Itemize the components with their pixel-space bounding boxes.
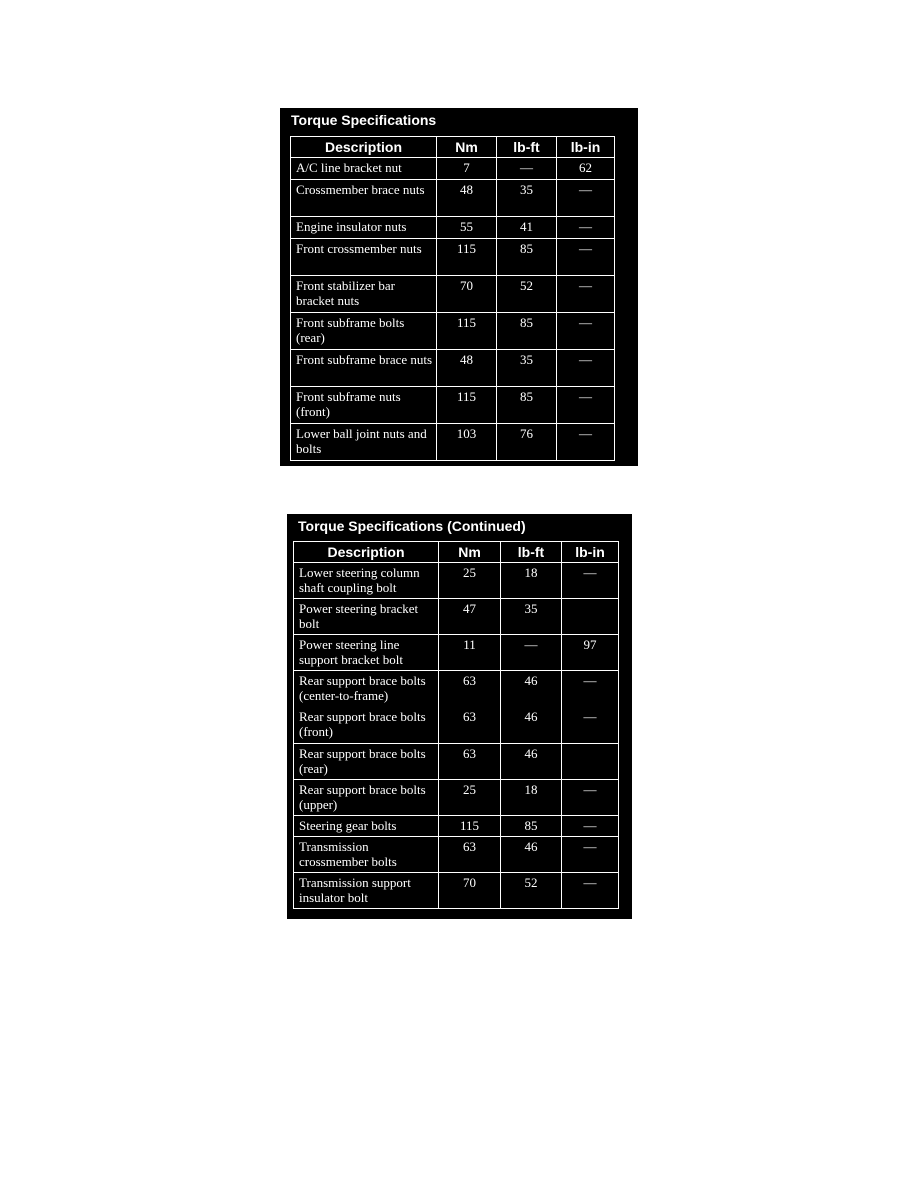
cell-lb-ft: 46	[501, 707, 562, 744]
cell-description: A/C line bracket nut	[291, 158, 437, 180]
cell-lb-in: —	[562, 707, 619, 744]
column-header-lb-ft: lb-ft	[501, 542, 562, 563]
cell-description: Front subframe nuts (front)	[291, 387, 437, 424]
column-header-description: Description	[294, 542, 439, 563]
cell-lb-ft: 46	[501, 744, 562, 780]
cell-lb-ft: 35	[497, 180, 557, 217]
cell-nm: 48	[437, 350, 497, 387]
cell-lb-ft: 85	[501, 816, 562, 837]
torque-spec-continued-table	[293, 541, 619, 909]
cell-lb-in: —	[557, 239, 615, 276]
cell-nm: 70	[437, 276, 497, 313]
cell-lb-in: —	[562, 837, 619, 873]
cell-lb-ft: 18	[501, 563, 562, 599]
cell-lb-ft: 85	[497, 239, 557, 276]
cell-nm: 48	[437, 180, 497, 217]
cell-description: Engine insulator nuts	[291, 217, 437, 239]
cell-description: Rear support brace bolts (center-to-frame)	[294, 671, 439, 707]
cell-nm: 70	[439, 873, 501, 909]
panel-title: Torque Specifications	[291, 112, 437, 128]
torque-spec-panel	[280, 108, 638, 466]
column-header-lb-in: lb-in	[557, 137, 615, 158]
cell-nm: 25	[439, 780, 501, 816]
table-row	[294, 744, 619, 780]
table-row	[291, 350, 615, 387]
cell-lb-ft: 52	[497, 276, 557, 313]
cell-lb-ft: 18	[501, 780, 562, 816]
table-row	[294, 873, 619, 909]
table-row	[291, 158, 615, 180]
cell-description: Transmission crossmember bolts	[294, 837, 439, 873]
cell-lb-ft: 52	[501, 873, 562, 909]
cell-lb-in: —	[557, 350, 615, 387]
cell-lb-ft: 35	[497, 350, 557, 387]
cell-description: Front subframe bolts (rear)	[291, 313, 437, 350]
table-row	[294, 837, 619, 873]
cell-lb-in: —	[557, 276, 615, 313]
table-row	[294, 671, 619, 707]
cell-description: Power steering bracket bolt	[294, 599, 439, 635]
cell-description: Front stabilizer bar bracket nuts	[291, 276, 437, 313]
cell-nm: 115	[437, 239, 497, 276]
column-header-lb-in: lb-in	[562, 542, 619, 563]
cell-nm: 115	[437, 313, 497, 350]
cell-nm: 25	[439, 563, 501, 599]
cell-lb-in: —	[557, 424, 615, 461]
cell-lb-ft: 35	[501, 599, 562, 635]
column-header-description: Description	[291, 137, 437, 158]
cell-lb-ft: 46	[501, 671, 562, 707]
cell-lb-ft: 85	[497, 313, 557, 350]
cell-lb-in: —	[562, 780, 619, 816]
table-row	[291, 424, 615, 461]
cell-description: Crossmember brace nuts	[291, 180, 437, 217]
cell-description: Lower ball joint nuts and bolts	[291, 424, 437, 461]
cell-nm: 115	[439, 816, 501, 837]
cell-description: Rear support brace bolts (upper)	[294, 780, 439, 816]
cell-nm: 11	[439, 635, 501, 671]
cell-description: Steering gear bolts	[294, 816, 439, 837]
table-row	[291, 276, 615, 313]
column-header-lb-ft: lb-ft	[497, 137, 557, 158]
cell-description: Transmission support insulator bolt	[294, 873, 439, 909]
cell-lb-in: —	[557, 387, 615, 424]
table-row	[294, 563, 619, 599]
cell-lb-in: —	[562, 563, 619, 599]
torque-spec-table	[290, 136, 615, 461]
cell-lb-in: —	[562, 816, 619, 837]
cell-nm: 55	[437, 217, 497, 239]
cell-description: Front subframe brace nuts	[291, 350, 437, 387]
table-row	[291, 239, 615, 276]
cell-nm: 63	[439, 671, 501, 707]
table-header-row	[291, 137, 615, 158]
cell-lb-ft: —	[497, 158, 557, 180]
cell-nm: 103	[437, 424, 497, 461]
cell-lb-in	[562, 744, 619, 780]
panel-title: Torque Specifications (Continued)	[298, 518, 526, 534]
cell-lb-in: —	[557, 217, 615, 239]
cell-lb-in: —	[557, 180, 615, 217]
table-row	[291, 313, 615, 350]
cell-lb-in: —	[562, 671, 619, 707]
table-row	[291, 217, 615, 239]
cell-lb-ft: 46	[501, 837, 562, 873]
column-header-nm: Nm	[439, 542, 501, 563]
cell-lb-in: —	[557, 313, 615, 350]
cell-nm: 115	[437, 387, 497, 424]
table-row	[294, 707, 619, 744]
cell-lb-ft: —	[501, 635, 562, 671]
cell-description: Power steering line support bracket bolt	[294, 635, 439, 671]
table-header-row	[294, 542, 619, 563]
cell-lb-in	[562, 599, 619, 635]
cell-lb-in: 97	[562, 635, 619, 671]
table-row	[294, 816, 619, 837]
table-row	[291, 180, 615, 217]
table-row	[291, 387, 615, 424]
torque-spec-continued-panel	[287, 514, 632, 919]
cell-lb-ft: 85	[497, 387, 557, 424]
cell-description: Front crossmember nuts	[291, 239, 437, 276]
cell-nm: 63	[439, 707, 501, 744]
cell-nm: 7	[437, 158, 497, 180]
cell-nm: 63	[439, 837, 501, 873]
cell-nm: 47	[439, 599, 501, 635]
table-row	[294, 635, 619, 671]
cell-description: Lower steering column shaft coupling bolt	[294, 563, 439, 599]
cell-description: Rear support brace bolts (rear)	[294, 744, 439, 780]
cell-lb-ft: 76	[497, 424, 557, 461]
table-row	[294, 780, 619, 816]
cell-lb-in: 62	[557, 158, 615, 180]
cell-nm: 63	[439, 744, 501, 780]
cell-lb-ft: 41	[497, 217, 557, 239]
cell-description: Rear support brace bolts (front)	[294, 707, 439, 744]
table-row	[294, 599, 619, 635]
cell-lb-in: —	[562, 873, 619, 909]
column-header-nm: Nm	[437, 137, 497, 158]
